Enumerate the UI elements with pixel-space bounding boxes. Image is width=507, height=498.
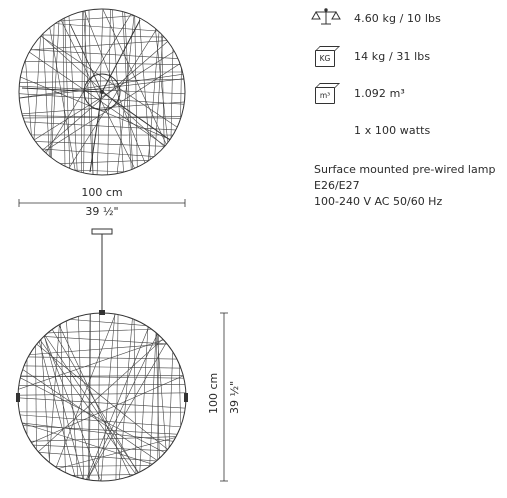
pendant-canopy (92, 229, 112, 315)
description-block (314, 162, 495, 210)
height-in-label: 39 ½" (228, 380, 241, 414)
description-line-1: Surface mounted pre-wired lamp (314, 163, 496, 176)
description-line-2: E26/E27 (314, 179, 360, 192)
width-in-label: 39 ½" (85, 205, 119, 218)
volume-value: 1.092 m³ (354, 87, 405, 100)
description-line-3: 100-240 V AC 50/60 Hz (314, 195, 443, 208)
width-cm-label: 100 cm (81, 186, 123, 199)
scale-icon (312, 9, 340, 24)
top-view-lamp (16, 4, 185, 175)
side-view-lamp (14, 311, 188, 481)
package-weight-value: 14 kg / 31 lbs (354, 50, 431, 63)
weight-value: 4.60 kg / 10 lbs (354, 12, 441, 25)
height-dimension-line (220, 313, 228, 481)
m3-box-icon: m³ (315, 87, 335, 104)
kg-box-icon: KG (315, 50, 335, 67)
height-cm-label: 100 cm (207, 372, 220, 414)
bulb-value: 1 x 100 watts (354, 124, 431, 137)
